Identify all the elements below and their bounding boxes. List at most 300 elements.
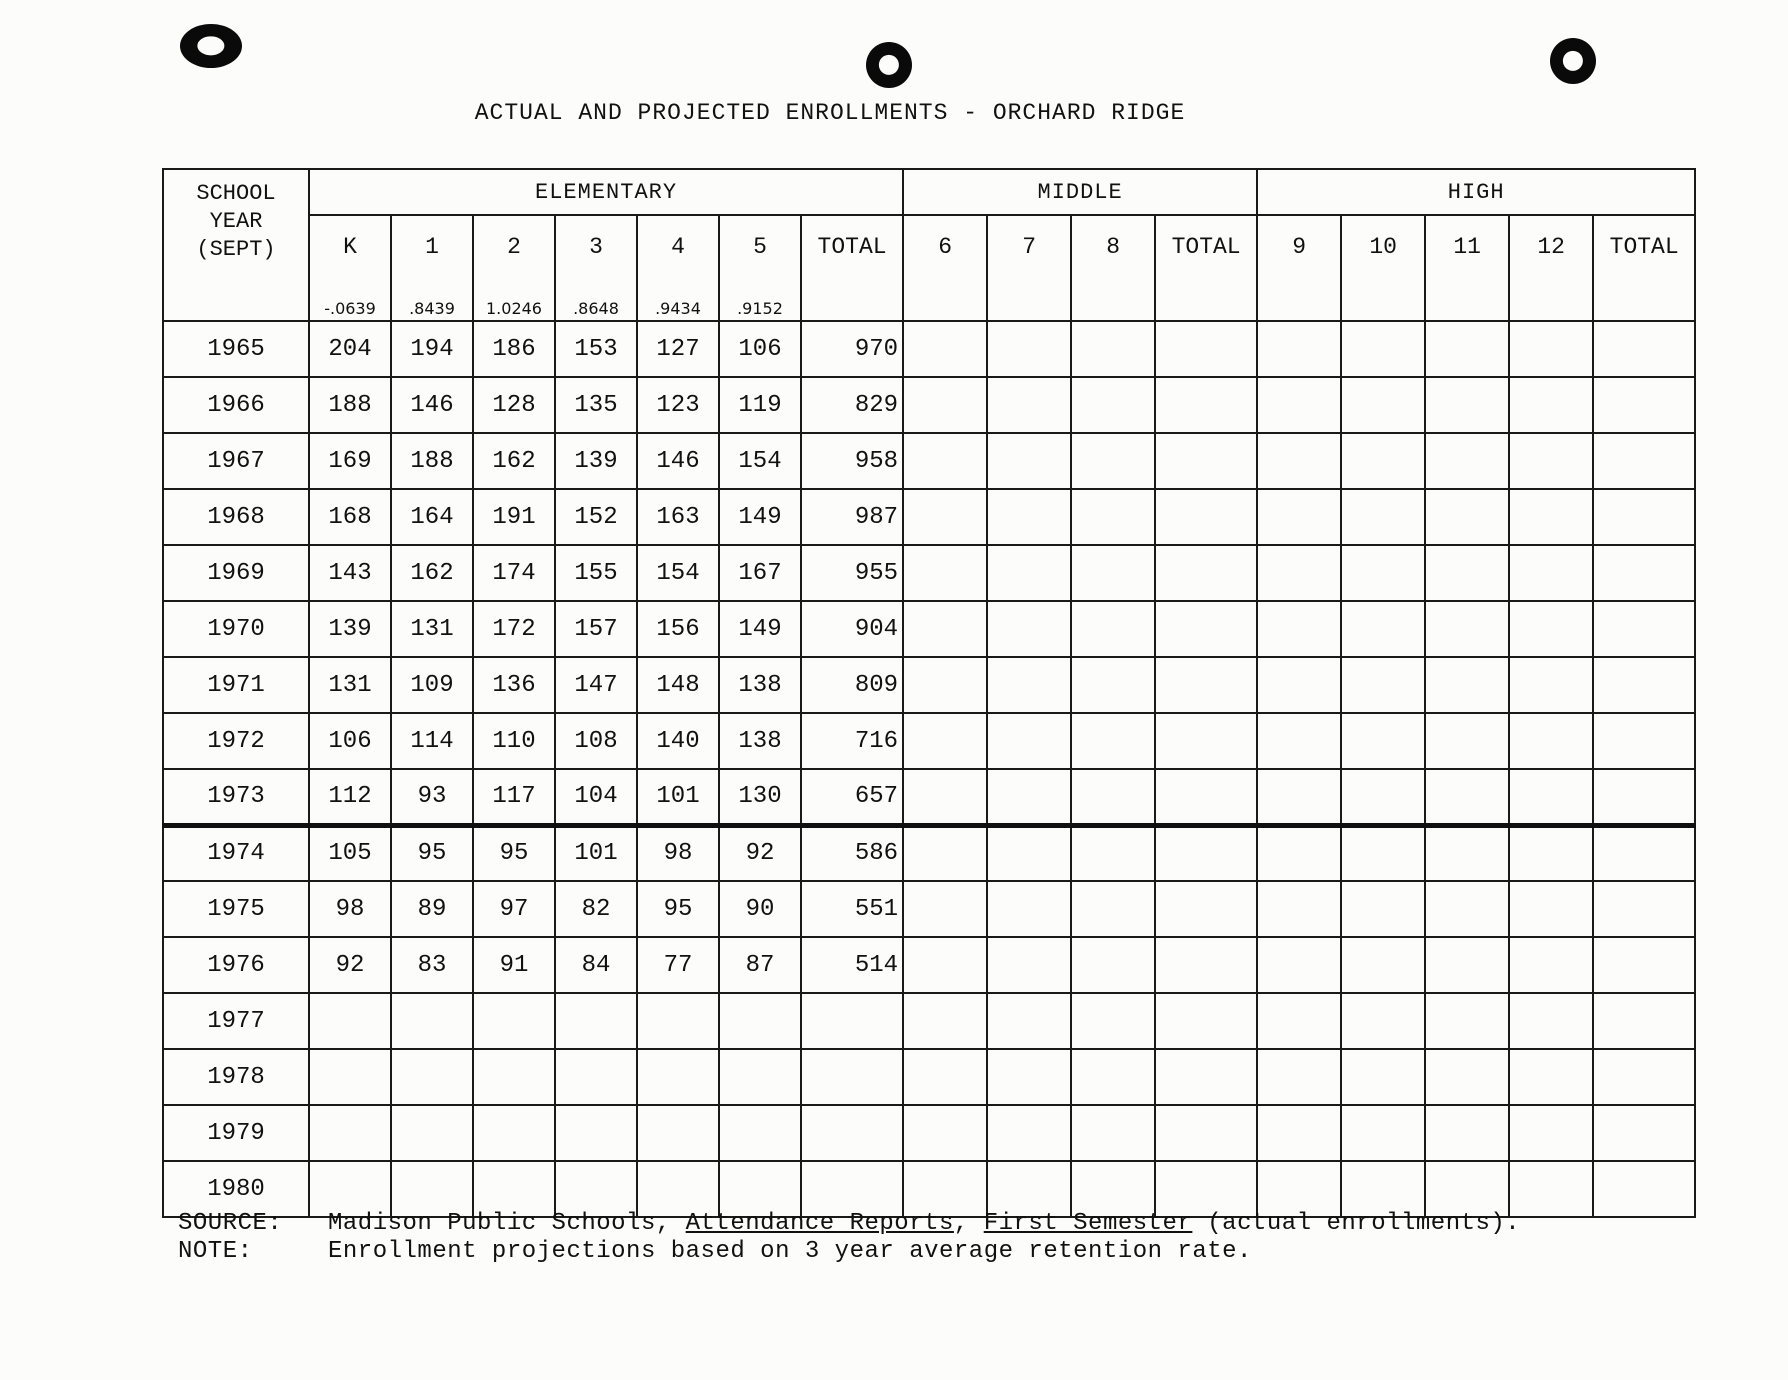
empty-cell	[1509, 713, 1593, 769]
group-header-high: HIGH	[1257, 169, 1695, 215]
enrollment-cell: 130	[719, 769, 801, 825]
punch-hole-icon	[1550, 38, 1596, 84]
empty-cell	[1257, 1105, 1341, 1161]
column-header-middle: 6	[903, 215, 987, 321]
empty-cell	[903, 713, 987, 769]
column-label: 3	[589, 234, 603, 260]
elementary-total-cell: 955	[801, 545, 903, 601]
table-row	[163, 545, 1695, 601]
enrollment-cell: 98	[309, 881, 391, 937]
empty-cell	[1593, 881, 1695, 937]
enrollment-cell: 112	[309, 769, 391, 825]
year-cell: 1969	[163, 545, 309, 601]
enrollment-cell: 154	[637, 545, 719, 601]
empty-cell	[1341, 769, 1425, 825]
empty-cell	[987, 321, 1071, 377]
enrollment-cell: 152	[555, 489, 637, 545]
empty-cell	[1425, 321, 1509, 377]
enrollment-cell	[719, 1161, 801, 1217]
column-label: 1	[425, 234, 439, 260]
column-header-middle: 8	[1071, 215, 1155, 321]
empty-cell	[1155, 881, 1257, 937]
enrollment-cell: 194	[391, 321, 473, 377]
enrollment-cell: 128	[473, 377, 555, 433]
empty-cell	[1509, 601, 1593, 657]
empty-cell	[903, 321, 987, 377]
elementary-total-cell	[801, 1049, 903, 1105]
empty-cell	[1257, 601, 1341, 657]
empty-cell	[1071, 937, 1155, 993]
empty-cell	[903, 1105, 987, 1161]
empty-cell	[1425, 433, 1509, 489]
empty-cell	[1155, 1161, 1257, 1217]
empty-cell	[1257, 1049, 1341, 1105]
enrollment-cell: 138	[719, 713, 801, 769]
enrollment-cell	[391, 993, 473, 1049]
elementary-total-cell: 514	[801, 937, 903, 993]
source-first-semester: First Semester	[983, 1210, 1193, 1237]
enrollment-cell: 110	[473, 713, 555, 769]
enrollment-cell	[637, 1105, 719, 1161]
empty-cell	[987, 713, 1071, 769]
empty-cell	[903, 489, 987, 545]
empty-cell	[1509, 1105, 1593, 1161]
empty-cell	[1509, 545, 1593, 601]
enrollment-cell: 164	[391, 489, 473, 545]
empty-cell	[987, 657, 1071, 713]
enrollment-cell: 119	[719, 377, 801, 433]
empty-cell	[1155, 1105, 1257, 1161]
empty-cell	[1155, 545, 1257, 601]
empty-cell	[987, 489, 1071, 545]
empty-cell	[1257, 769, 1341, 825]
enrollment-cell	[309, 1161, 391, 1217]
empty-cell	[1425, 1049, 1509, 1105]
empty-cell	[1257, 657, 1341, 713]
enrollment-cell: 136	[473, 657, 555, 713]
enrollment-cell	[555, 993, 637, 1049]
year-cell: 1968	[163, 489, 309, 545]
enrollment-cell: 106	[719, 321, 801, 377]
column-header-elementary	[801, 215, 903, 321]
enrollment-cell: 82	[555, 881, 637, 937]
year-cell: 1976	[163, 937, 309, 993]
empty-cell	[1593, 1049, 1695, 1105]
enrollment-cell	[473, 1105, 555, 1161]
empty-cell	[1593, 657, 1695, 713]
empty-cell	[903, 377, 987, 433]
table-row	[163, 489, 1695, 545]
year-cell: 1971	[163, 657, 309, 713]
empty-cell	[987, 601, 1071, 657]
enrollment-cell: 174	[473, 545, 555, 601]
column-header-elementary	[473, 215, 555, 321]
year-cell: 1967	[163, 433, 309, 489]
empty-cell	[903, 993, 987, 1049]
elementary-total-cell: 809	[801, 657, 903, 713]
note-line	[178, 1238, 1520, 1266]
enrollment-cell: 131	[309, 657, 391, 713]
enrollment-cell: 92	[309, 937, 391, 993]
table-row	[163, 1105, 1695, 1161]
empty-cell	[1071, 489, 1155, 545]
retention-rate: .9152	[737, 299, 783, 318]
enrollment-cell: 149	[719, 601, 801, 657]
year-cell: 1966	[163, 377, 309, 433]
table-row	[163, 433, 1695, 489]
empty-cell	[1341, 881, 1425, 937]
enrollment-cell	[391, 1161, 473, 1217]
enrollment-cell: 162	[391, 545, 473, 601]
enrollment-table	[162, 168, 1696, 1218]
elementary-total-cell: 970	[801, 321, 903, 377]
enrollment-cell: 91	[473, 937, 555, 993]
empty-cell	[1341, 713, 1425, 769]
empty-cell	[1155, 321, 1257, 377]
empty-cell	[1155, 713, 1257, 769]
table-row	[163, 825, 1695, 881]
table-row	[163, 993, 1695, 1049]
empty-cell	[1341, 657, 1425, 713]
year-cell: 1978	[163, 1049, 309, 1105]
page-title: ACTUAL AND PROJECTED ENROLLMENTS - ORCHARD RIDGE	[474, 100, 1186, 126]
empty-cell	[903, 825, 987, 881]
column-label: 5	[753, 234, 767, 260]
empty-cell	[1155, 769, 1257, 825]
empty-cell	[903, 433, 987, 489]
enrollment-cell	[637, 993, 719, 1049]
empty-cell	[1155, 433, 1257, 489]
source-prefix: Madison Public Schools,	[328, 1210, 686, 1237]
empty-cell	[1071, 1161, 1155, 1217]
enrollment-cell	[637, 1161, 719, 1217]
empty-cell	[987, 545, 1071, 601]
empty-cell	[1593, 377, 1695, 433]
elementary-total-cell	[801, 993, 903, 1049]
year-cell: 1972	[163, 713, 309, 769]
empty-cell	[1257, 321, 1341, 377]
empty-cell	[1071, 433, 1155, 489]
empty-cell	[1341, 1049, 1425, 1105]
empty-cell	[1593, 769, 1695, 825]
enrollment-cell: 95	[473, 825, 555, 881]
enrollment-cell: 186	[473, 321, 555, 377]
enrollment-cell: 131	[391, 601, 473, 657]
enrollment-cell: 101	[637, 769, 719, 825]
enrollment-cell: 163	[637, 489, 719, 545]
empty-cell	[1341, 937, 1425, 993]
column-header-high: 9	[1257, 215, 1341, 321]
empty-cell	[1155, 937, 1257, 993]
enrollment-cell: 109	[391, 657, 473, 713]
column-header-high: 10	[1341, 215, 1425, 321]
empty-cell	[987, 937, 1071, 993]
empty-cell	[1071, 881, 1155, 937]
column-header-elementary	[391, 215, 473, 321]
empty-cell	[1257, 433, 1341, 489]
enrollment-cell: 155	[555, 545, 637, 601]
elementary-total-cell	[801, 1161, 903, 1217]
empty-cell	[1257, 1161, 1341, 1217]
enrollment-cell: 162	[473, 433, 555, 489]
empty-cell	[1155, 601, 1257, 657]
empty-cell	[903, 881, 987, 937]
empty-cell	[1425, 657, 1509, 713]
empty-cell	[987, 993, 1071, 1049]
empty-cell	[1155, 377, 1257, 433]
empty-cell	[1257, 545, 1341, 601]
empty-cell	[1071, 545, 1155, 601]
empty-cell	[903, 937, 987, 993]
empty-cell	[1071, 713, 1155, 769]
column-label: 4	[671, 234, 685, 260]
enrollment-cell: 191	[473, 489, 555, 545]
empty-cell	[1341, 993, 1425, 1049]
enrollment-cell	[473, 1049, 555, 1105]
empty-cell	[1071, 769, 1155, 825]
empty-cell	[1425, 601, 1509, 657]
retention-rate: .8648	[573, 299, 619, 318]
column-header-high: 11	[1425, 215, 1509, 321]
year-cell: 1965	[163, 321, 309, 377]
enrollment-cell: 139	[555, 433, 637, 489]
enrollment-cell: 92	[719, 825, 801, 881]
empty-cell	[1509, 769, 1593, 825]
enrollment-cell: 157	[555, 601, 637, 657]
enrollment-cell: 101	[555, 825, 637, 881]
empty-cell	[903, 1049, 987, 1105]
enrollment-cell: 106	[309, 713, 391, 769]
empty-cell	[1593, 433, 1695, 489]
empty-cell	[1425, 1105, 1509, 1161]
empty-cell	[1341, 545, 1425, 601]
empty-cell	[1341, 489, 1425, 545]
enrollment-cell: 146	[391, 377, 473, 433]
enrollment-cell: 147	[555, 657, 637, 713]
empty-cell	[1257, 825, 1341, 881]
elementary-total-cell: 657	[801, 769, 903, 825]
enrollment-cell	[309, 1105, 391, 1161]
enrollment-cell: 154	[719, 433, 801, 489]
enrollment-cell: 138	[719, 657, 801, 713]
enrollment-cell	[555, 1105, 637, 1161]
column-header-elementary	[637, 215, 719, 321]
empty-cell	[987, 1105, 1071, 1161]
enrollment-cell: 148	[637, 657, 719, 713]
column-label: TOTAL	[817, 234, 887, 260]
empty-cell	[1425, 545, 1509, 601]
empty-cell	[1593, 321, 1695, 377]
year-cell: 1980	[163, 1161, 309, 1217]
empty-cell	[1071, 657, 1155, 713]
empty-cell	[1155, 657, 1257, 713]
empty-cell	[1425, 993, 1509, 1049]
empty-cell	[1341, 1105, 1425, 1161]
table-row	[163, 881, 1695, 937]
source-attendance-reports: Attendance Reports	[685, 1210, 954, 1237]
empty-cell	[1593, 545, 1695, 601]
table-row	[163, 657, 1695, 713]
empty-cell	[1593, 713, 1695, 769]
enrollment-cell: 149	[719, 489, 801, 545]
empty-cell	[1155, 1049, 1257, 1105]
enrollment-cell: 123	[637, 377, 719, 433]
enrollment-cell: 98	[637, 825, 719, 881]
empty-cell	[1155, 825, 1257, 881]
enrollment-cell: 188	[309, 377, 391, 433]
table-row	[163, 1049, 1695, 1105]
elementary-total-cell	[801, 1105, 903, 1161]
enrollment-cell	[637, 1049, 719, 1105]
empty-cell	[1071, 993, 1155, 1049]
column-header-middle: 7	[987, 215, 1071, 321]
enrollment-cell: 105	[309, 825, 391, 881]
empty-cell	[903, 657, 987, 713]
enrollment-cell	[719, 1049, 801, 1105]
enrollment-cell: 83	[391, 937, 473, 993]
column-header-row	[163, 215, 1695, 321]
enrollment-cell	[309, 993, 391, 1049]
column-header-elementary	[555, 215, 637, 321]
empty-cell	[1341, 321, 1425, 377]
source-label: SOURCE:	[178, 1210, 283, 1237]
punch-hole-icon	[180, 24, 242, 68]
empty-cell	[1425, 769, 1509, 825]
empty-cell	[1425, 713, 1509, 769]
enrollment-cell: 84	[555, 937, 637, 993]
enrollment-cell: 168	[309, 489, 391, 545]
table-row	[163, 1161, 1695, 1217]
empty-cell	[1509, 1049, 1593, 1105]
column-header-high: 12	[1509, 215, 1593, 321]
elementary-total-cell: 987	[801, 489, 903, 545]
empty-cell	[1593, 993, 1695, 1049]
empty-cell	[1341, 601, 1425, 657]
empty-cell	[1593, 489, 1695, 545]
note-text: Enrollment projections based on 3 year average retention rate.	[328, 1238, 1252, 1265]
enrollment-cell	[473, 1161, 555, 1217]
empty-cell	[1155, 489, 1257, 545]
empty-cell	[1257, 937, 1341, 993]
empty-cell	[1593, 1161, 1695, 1217]
empty-cell	[987, 433, 1071, 489]
enrollment-cell: 97	[473, 881, 555, 937]
empty-cell	[1509, 433, 1593, 489]
table-row	[163, 937, 1695, 993]
elementary-total-cell: 716	[801, 713, 903, 769]
enrollment-cell: 204	[309, 321, 391, 377]
table-body	[163, 321, 1695, 1217]
empty-cell	[1509, 321, 1593, 377]
empty-cell	[1257, 993, 1341, 1049]
empty-cell	[987, 881, 1071, 937]
empty-cell	[987, 769, 1071, 825]
empty-cell	[1509, 657, 1593, 713]
empty-cell	[903, 769, 987, 825]
empty-cell	[1593, 937, 1695, 993]
school-year-header: SCHOOL YEAR (SEPT)	[163, 169, 309, 321]
year-cell: 1979	[163, 1105, 309, 1161]
enrollment-cell: 167	[719, 545, 801, 601]
enrollment-cell: 95	[391, 825, 473, 881]
enrollment-cell: 139	[309, 601, 391, 657]
empty-cell	[987, 825, 1071, 881]
enrollment-cell: 108	[555, 713, 637, 769]
empty-cell	[903, 601, 987, 657]
column-header-elementary	[719, 215, 801, 321]
empty-cell	[1593, 1105, 1695, 1161]
enrollment-cell: 87	[719, 937, 801, 993]
column-header-middle: TOTAL	[1155, 215, 1257, 321]
source-separator: ,	[953, 1210, 984, 1237]
year-cell: 1977	[163, 993, 309, 1049]
elementary-total-cell: 904	[801, 601, 903, 657]
empty-cell	[1341, 825, 1425, 881]
table-row	[163, 321, 1695, 377]
enrollment-cell: 188	[391, 433, 473, 489]
table-row	[163, 601, 1695, 657]
elementary-total-cell: 586	[801, 825, 903, 881]
enrollment-cell: 169	[309, 433, 391, 489]
enrollment-cell: 143	[309, 545, 391, 601]
enrollment-cell: 172	[473, 601, 555, 657]
empty-cell	[1341, 1161, 1425, 1217]
empty-cell	[1509, 825, 1593, 881]
column-header-elementary	[309, 215, 391, 321]
enrollment-cell	[719, 1105, 801, 1161]
empty-cell	[1425, 1161, 1509, 1217]
table-row	[163, 769, 1695, 825]
empty-cell	[987, 1161, 1071, 1217]
enrollment-cell	[309, 1049, 391, 1105]
enrollment-cell: 89	[391, 881, 473, 937]
elementary-total-cell: 829	[801, 377, 903, 433]
empty-cell	[1071, 601, 1155, 657]
empty-cell	[1257, 489, 1341, 545]
enrollment-cell: 114	[391, 713, 473, 769]
empty-cell	[1425, 881, 1509, 937]
elementary-total-cell: 551	[801, 881, 903, 937]
empty-cell	[1071, 377, 1155, 433]
enrollment-cell: 127	[637, 321, 719, 377]
enrollment-cell: 77	[637, 937, 719, 993]
empty-cell	[1425, 825, 1509, 881]
enrollment-cell	[473, 993, 555, 1049]
table-row	[163, 377, 1695, 433]
column-header-high: TOTAL	[1593, 215, 1695, 321]
year-cell: 1970	[163, 601, 309, 657]
empty-cell	[1509, 1161, 1593, 1217]
empty-cell	[1509, 881, 1593, 937]
footnotes	[178, 1210, 1520, 1266]
enrollment-cell: 135	[555, 377, 637, 433]
enrollment-cell: 156	[637, 601, 719, 657]
column-label: 2	[507, 234, 521, 260]
enrollment-cell	[555, 1161, 637, 1217]
empty-cell	[987, 377, 1071, 433]
enrollment-cell	[555, 1049, 637, 1105]
empty-cell	[1071, 825, 1155, 881]
group-header-middle: MIDDLE	[903, 169, 1257, 215]
empty-cell	[1509, 377, 1593, 433]
empty-cell	[1257, 377, 1341, 433]
enrollment-cell: 95	[637, 881, 719, 937]
column-label: K	[343, 234, 357, 260]
retention-rate: .9434	[655, 299, 701, 318]
empty-cell	[1425, 937, 1509, 993]
empty-cell	[1257, 713, 1341, 769]
enrollment-cell: 153	[555, 321, 637, 377]
